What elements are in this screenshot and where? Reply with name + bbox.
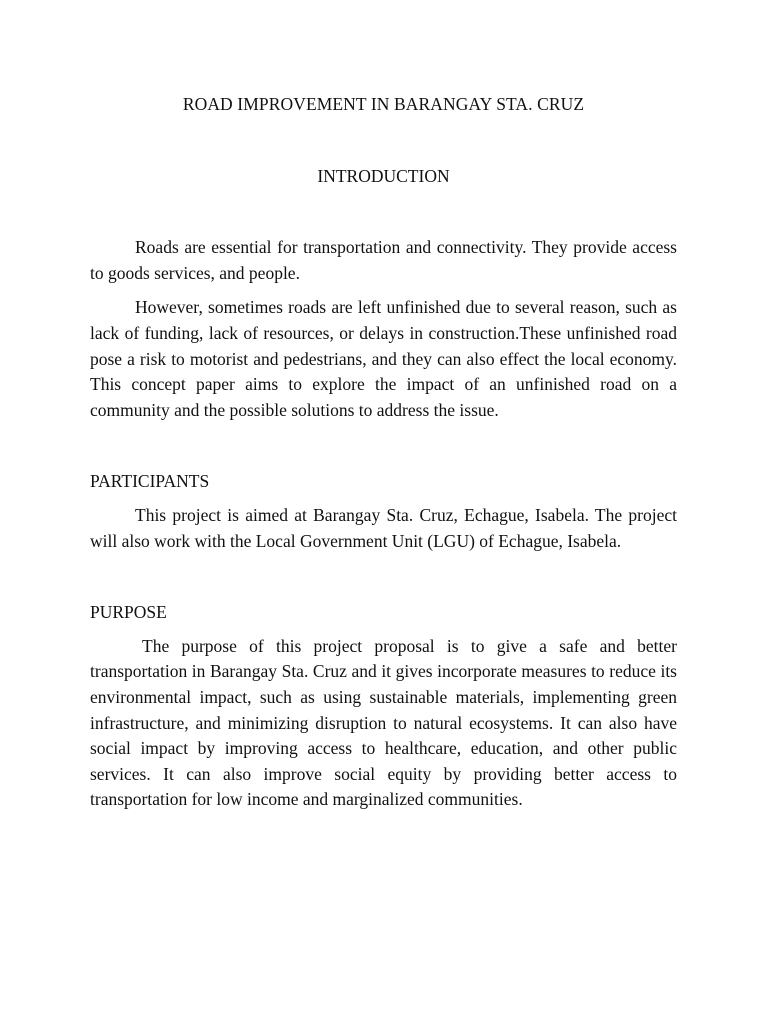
participants-heading: PARTICIPANTS [90, 471, 210, 492]
introduction-heading: INTRODUCTION [317, 165, 450, 186]
purpose-heading: PURPOSE [90, 602, 167, 623]
participants-paragraph: This project is aimed at Barangay Sta. Cruz, Echague, Isabela. The project will also work with the Local Government Unit (LGU) of Echague, Isabela. [90, 504, 677, 551]
document-page [90, 92, 677, 813]
purpose-paragraph: The purpose of this project proposal is to give a safe and better transportation in Barangay Sta. Cruz and it gives incorporate measures to reduce its environmental impact, such as using sustainable materials, implementing green infrastructure, and minimizing disruption to natural ecosystems. It can also have social impact by improving access to healthcare, education, and other public services. It can also improve social equity by providing better access to transportation for low income and marginalized communities. [90, 635, 677, 810]
introduction-paragraph-1: Roads are essential for transportation and connectivity. They provide access to goods services, and people. [90, 237, 677, 283]
document-title: ROAD IMPROVEMENT IN BARANGAY STA. CRUZ [182, 94, 585, 114]
introduction-paragraph-2: However, sometimes roads are left unfinished due to several reason, such as lack of funding, lack of resources, or delays in construction.These unfinished road pose a risk to motorist and pedestrians, and they can also effect the local economy. This concept paper aims to explore the impact of an unfinished road on a community and the possible solutions to address the issue. [90, 297, 677, 420]
